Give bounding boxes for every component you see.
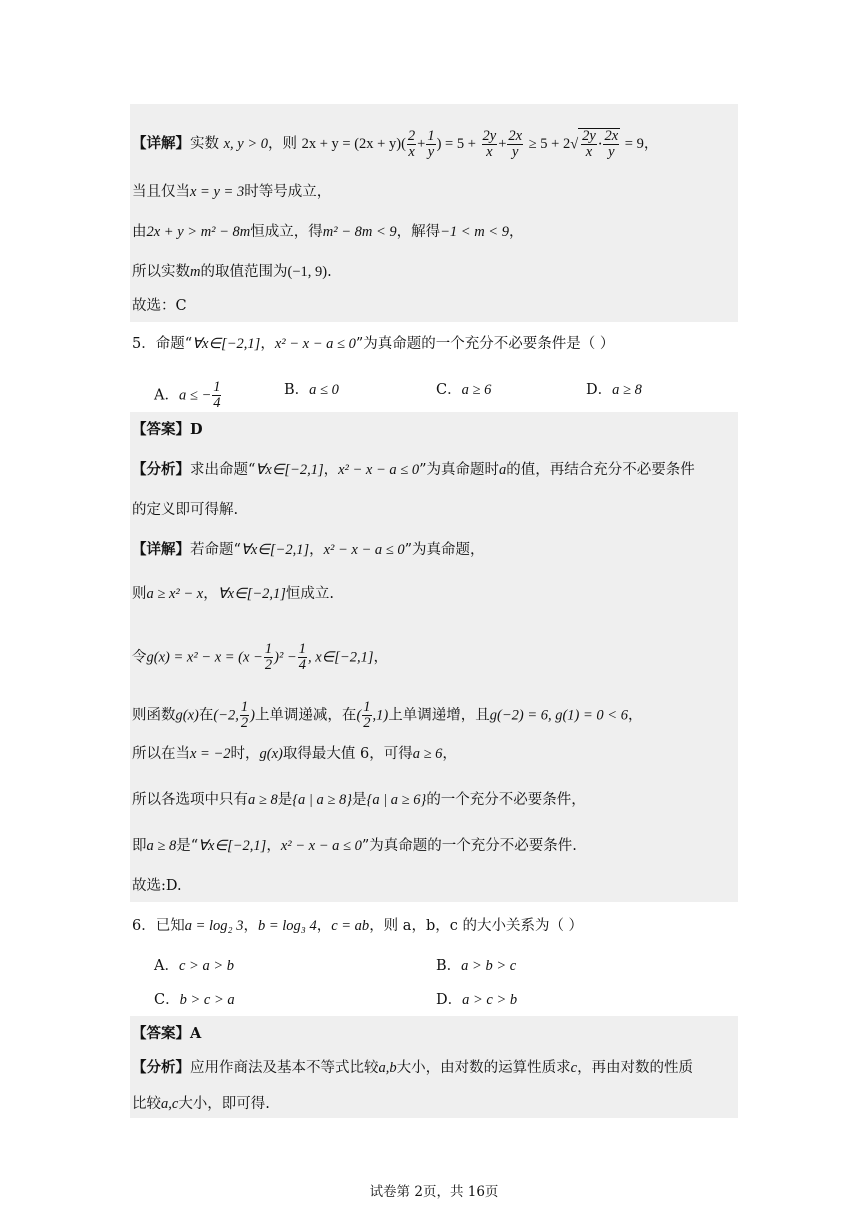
math: ∀x∈[−2,1] [240,542,310,558]
text: 6．已知 [132,918,185,934]
text: 比较 [132,1096,161,1112]
text: ， [643,136,659,152]
text: ， [260,336,275,352]
q5-option-b: B．a ≤ 0 [284,382,339,398]
math: −1 < m < 9 [440,224,509,240]
q6-option-b: B．a > b > c [436,958,517,974]
detail-label: 【详解】 [132,541,190,558]
math: = 9 [624,136,644,152]
math: ∀x∈[−2,1] [217,586,286,602]
q5-detail-line5 [132,744,457,764]
math: (−2, [213,707,239,724]
text: 时等号成立， [244,184,332,200]
text: 大小，由对数的运算性质求 [396,1060,571,1076]
text: 上单调递减，在 [254,707,357,724]
q5-detail-line2 [132,584,334,604]
math: + [417,136,426,152]
math: c [570,1060,578,1076]
q6-analysis-line1 [132,1058,693,1078]
q6-stem [132,916,583,936]
math: ,1) [372,707,389,724]
math: x = −2 [190,746,231,762]
text: 在 [198,707,214,724]
text: 令 [132,649,147,666]
q5-answer: 【答案】D [132,421,203,438]
text: 的取值范围为 [200,264,288,280]
text: 所以实数 [132,264,190,280]
math: ≥ 5 + 2 [528,136,571,152]
text: 所以在当 [132,746,190,762]
q4-detail-line1 [132,128,658,160]
text: ”为真命题的一个充分不必要条件. [361,838,577,854]
math: x = y = 3 [190,184,245,200]
math: g(x) = x² − x = [146,649,239,666]
q5-option-c: C．a ≥ 6 [436,382,492,398]
q5-detail-line1 [132,540,485,560]
math: 2x + y = (2x + y)( [301,136,406,152]
math: a ≥ 8 [248,792,278,808]
math: a ≥ 8 [146,838,177,854]
math: ∀x∈[−2,1] [192,336,261,352]
q6-option-c: C．b > c > a [154,992,235,1008]
math: m [190,264,201,280]
analysis-label: 【分析】 [132,461,190,478]
text: 是 [277,792,293,808]
math: g(x) [175,707,199,724]
text: 上单调递增，且 [388,707,490,724]
q5-detail-line6 [132,790,586,810]
text: ”为真命题时 [419,462,500,478]
text: 恒成立，得 [250,224,323,240]
text: 则 [132,586,147,602]
text: 则函数 [132,707,176,724]
text: ， [243,918,258,934]
text: 应用作商法及基本不等式比较 [190,1060,379,1076]
q4-choice: 故选：C [132,298,187,314]
q5-stem [132,334,614,354]
text: 5．命题“ [132,336,193,352]
math: {a | a ≥ 8} [292,792,353,808]
text: ， [203,586,218,602]
q6-option-a: A．c > a > b [154,958,234,974]
math: g(−2) = 6, g(1) = 0 < 6 [489,707,628,724]
math: ∀x∈[−2,1] [255,462,324,478]
q6-answer: 【答案】A [132,1025,202,1042]
text: ”为真命题， [404,542,485,558]
q5-option-d: D．a ≥ 8 [586,382,642,398]
math: (x − [238,649,263,666]
math: a ≥ x² − x [146,586,204,602]
math: ∀x∈[−2,1] [198,838,267,854]
text: ， [508,224,524,240]
math: x² − x − a ≤ 0 [274,336,356,352]
math: 2x + y > m² − 8m [146,224,251,240]
text: 由 [132,224,147,240]
text: ， [373,649,388,666]
text: 的一个充分不必要条件， [426,792,586,808]
math: x² − x − a ≤ 0 [280,838,362,854]
text: . [327,264,332,280]
text: 若命题“ [190,542,241,558]
text: 当且仅当 [132,184,190,200]
math: {a | a ≥ 6} [366,792,427,808]
math: ( [356,707,362,724]
text: 即 [132,838,147,854]
math: a,b [378,1060,397,1076]
fraction: $\frac{2}{x}$ [407,127,416,160]
fraction: $\frac{1}{y}$ [427,127,435,160]
math: , x∈[−2,1] [307,649,374,666]
q4-detail-line2 [132,182,331,202]
math: g(x) [259,746,283,762]
q5-choice: 故选:D. [132,878,182,894]
text: 是 [352,792,367,808]
fraction: $\frac{2x}{y}$ [508,127,523,160]
math: ) [250,707,255,724]
math: ) = 5 + [436,136,476,152]
text: 求出命题“ [190,462,256,478]
q5-option-a: A．a ≤ − $\frac{1}{4}$ [154,379,221,411]
text: ， [442,746,457,762]
q5-detail-line7 [132,836,577,856]
text: ”为真命题的一个充分不必要条件是（ ） [355,336,615,352]
q6-option-d: D．a > c > b [436,992,518,1008]
math: x² − x − a ≤ 0 [338,462,420,478]
q5-analysis-line1 [132,460,695,480]
q5-analysis-line2: 的定义即可得解. [132,502,239,518]
text: 恒成立. [285,586,335,602]
math: m² − 8m < 9 [322,224,397,240]
text: ，解得 [396,224,441,240]
text: ， [266,838,281,854]
q5-detail-line3: 令g(x) = x² − x = (x − $\frac{1}{2}$ )² − $\frac{1}{4}$ , x∈[−2,1]， [132,641,388,673]
math: a [499,462,507,478]
math: a = log₂ 3 [184,918,244,934]
text: ，则 [268,136,298,152]
math: x, y > 0 [223,136,269,152]
math: x² − x − a ≤ 0 [323,542,405,558]
text: ， [323,462,339,478]
math: )² − [274,649,297,666]
text: 时， [230,746,260,762]
sqrt: √ $\frac{2y}{x}$ · $\frac{2x}{y}$ [570,128,619,160]
text: ，则 a，b，c 的大小关系为（ ） [369,918,584,934]
analysis-label: 【分析】 [132,1059,190,1076]
q6-analysis-line2 [132,1094,270,1114]
math: (−1, 9) [287,264,328,280]
math: + [498,136,507,152]
text: ，再由对数的性质 [577,1060,694,1076]
text: 取得最大值 6，可得 [282,746,413,762]
math: c = ab [331,918,370,934]
q5-detail-line4: 则函数g(x)在(−2, $\frac{1}{2}$ )上单调递减，在( $\frac{1}{2}$ ,1)上单调递增，且g(−2) = 6, g(1) = 0 < 6， [132,699,643,731]
text: 的值，再结合充分不必要条件 [506,462,695,478]
math: a ≥ 6 [412,746,443,762]
q4-detail-line3 [132,222,523,242]
page-footer: 试卷第 2页，共 16页 [369,1184,499,1200]
detail-label: 【详解】 [132,135,190,152]
text: 是“ [176,838,199,854]
fraction: $\frac{2y}{x}$ [482,127,497,160]
text: 所以各选项中只有 [132,792,248,808]
math: a,c [161,1096,179,1112]
math: b = log₃ 4 [257,918,317,934]
text: ， [309,542,324,558]
text: ， [627,707,643,724]
text: 实数 [190,136,219,152]
q4-detail-line4 [132,262,332,282]
text: ， [316,918,332,934]
text: 大小，即可得. [178,1096,270,1112]
